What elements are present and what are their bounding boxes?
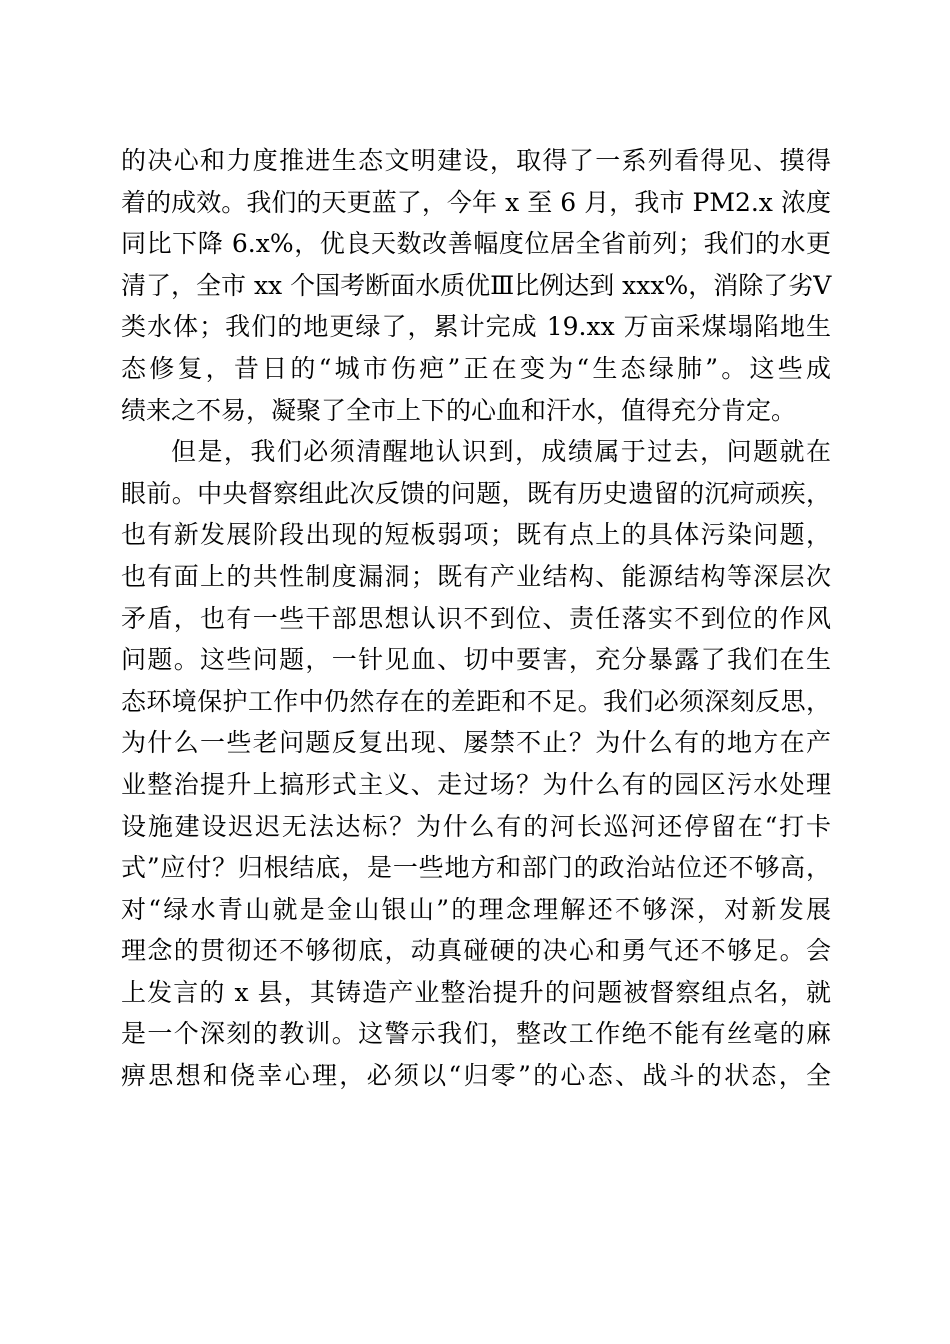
paragraph-start-line: 但是，我们必须清醒地认识到，成绩属于过去，问题就在 [171,437,831,467]
text-line: 业整治提升上搞形式主义、走过场？为什么有的园区污水处理 [121,769,831,799]
text-line: 着的成效。我们的天更蓝了，今年 x 至 6 月，我市 PM2.x 浓度 [121,187,831,217]
text-line: 上发言的 x 县，其铸造产业整治提升的问题被督察组点名，就 [121,977,831,1007]
text-line: 也有新发展阶段出现的短板弱项；既有点上的具体污染问题， [121,520,831,550]
text-line: 清了，全市 xx 个国考断面水质优Ⅲ比例达到 xxx%，消除了劣Ⅴ [121,270,832,300]
text-line: 是一个深刻的教训。这警示我们，整改工作绝不能有丝毫的麻 [121,1019,831,1049]
text-line: 为什么一些老问题反复出现、屡禁不止？为什么有的地方在产 [121,728,831,758]
paragraph-end-line: 绩来之不易，凝聚了全市上下的心血和汗水，值得充分肯定。 [121,395,797,425]
text-line: 类水体；我们的地更绿了，累计完成 19.xx 万亩采煤塌陷地生 [121,312,831,342]
text-line: 矛盾，也有一些干部思想认识不到位、责任落实不到位的作风 [121,603,831,633]
text-line: 态修复，昔日的“城市伤疤”正在变为“生态绿肺”。这些成 [121,353,831,383]
body-text [121,140,831,1097]
text-line: 设施建设迟迟无法达标？为什么有的河长巡河还停留在“打卡 [121,811,831,841]
text-line: 对“绿水青山就是金山银山”的理念理解还不够深，对新发展 [121,894,831,924]
text-line: 痹思想和侥幸心理，必须以“归零”的心态、战斗的状态，全 [121,1061,831,1091]
text-line: 式”应付？归根结底，是一些地方和部门的政治站位还不够高， [121,853,831,883]
text-line: 也有面上的共性制度漏洞；既有产业结构、能源结构等深层次 [121,561,831,591]
text-line: 理念的贯彻还不够彻底，动真碰硬的决心和勇气还不够足。会 [121,936,831,966]
text-line: 态环境保护工作中仍然存在的差距和不足。我们必须深刻反思， [121,686,831,716]
text-line: 的决心和力度推进生态文明建设，取得了一系列看得见、摸得 [121,146,831,175]
text-line: 问题。这些问题，一针见血、切中要害，充分暴露了我们在生 [121,645,831,675]
text-line: 同比下降 6.x%，优良天数改善幅度位居全省前列；我们的水更 [121,229,831,259]
text-line: 眼前。中央督察组此次反馈的问题，既有历史遗留的沉疴顽疾， [121,478,831,508]
